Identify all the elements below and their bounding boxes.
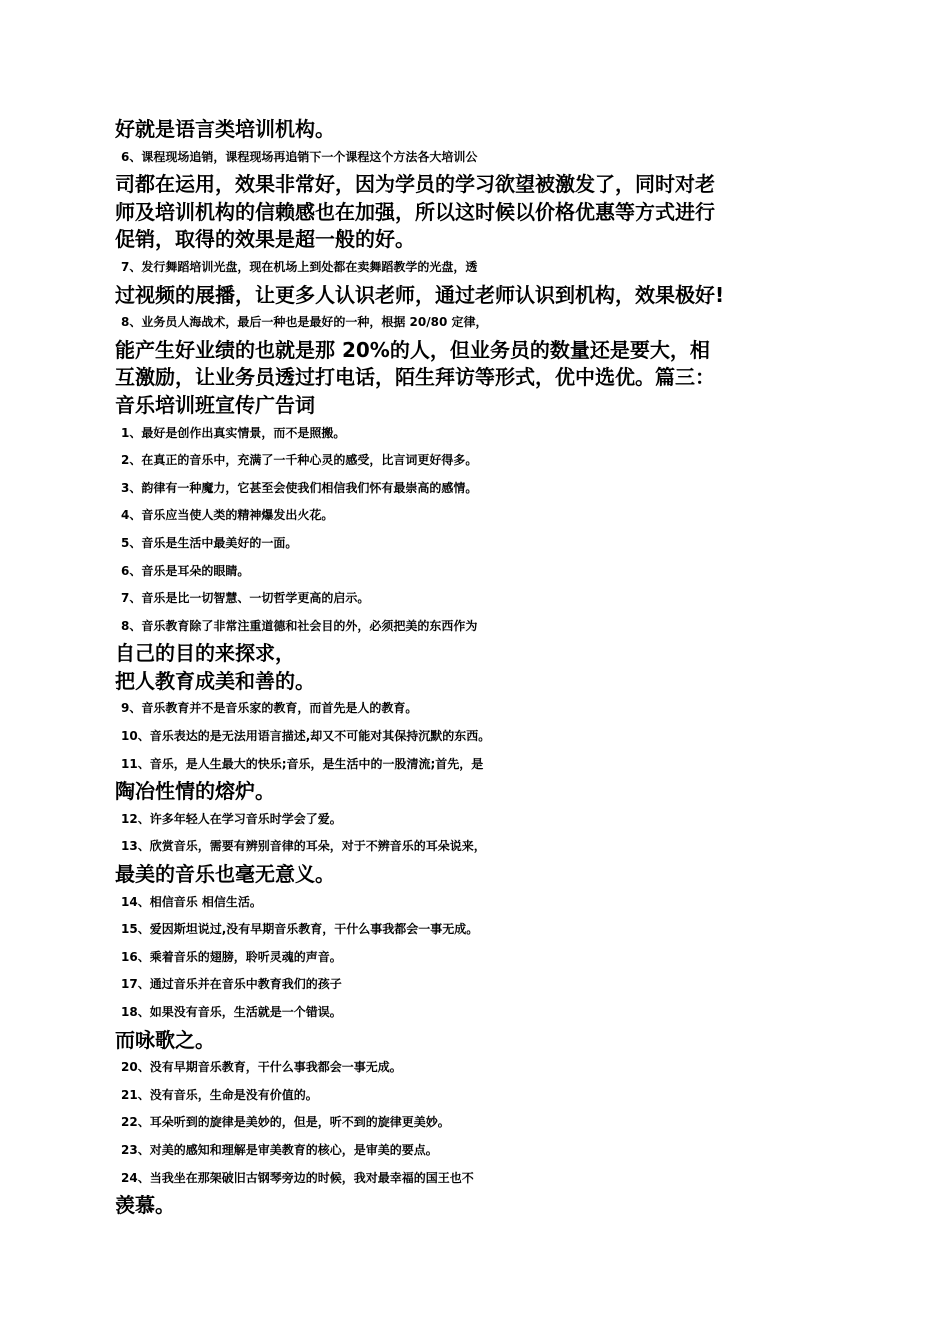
- text-line: 羡慕。: [115, 1193, 175, 1218]
- list-item: 6、音乐是耳朵的眼睛。: [121, 563, 250, 578]
- list-item: 23、对美的感知和理解是审美教育的核心，是审美的要点。: [121, 1142, 438, 1157]
- list-item: 5、音乐是生活中最美好的一面。: [121, 535, 298, 550]
- list-item: 16、乘着音乐的翅膀，聆听灵魂的声音。: [121, 949, 342, 964]
- text-line: 陶冶性情的熔炉。: [115, 779, 275, 804]
- list-item: 11、音乐，是人生最大的快乐;音乐，是生活中的一股清流;首先，是: [121, 756, 484, 771]
- list-item: 21、没有音乐，生命是没有价值的。: [121, 1087, 318, 1102]
- section-heading: 音乐培训班宣传广告词: [115, 392, 315, 417]
- list-item: 20、没有早期音乐教育，干什么事我都会一事无成。: [121, 1060, 402, 1075]
- list-item: 7、音乐是比一切智慧、一切哲学更高的启示。: [121, 591, 370, 606]
- list-item: 14、相信音乐 相信生活。: [121, 894, 262, 909]
- text-line: 能产生好业绩的也就是那 20%的人，但业务员的数量还是要大，相: [115, 337, 710, 362]
- list-item: 8、音乐教育除了非常注重道德和社会目的外，必须把美的东西作为: [121, 618, 478, 633]
- list-item: 1、最好是创作出真实情景，而不是照搬。: [121, 425, 346, 440]
- list-item: 3、韵律有一种魔力，它甚至会使我们相信我们怀有最崇高的感情。: [121, 480, 478, 495]
- text-line: 司都在运用，效果非常好，因为学员的学习欲望被激发了，同时对老: [115, 172, 715, 197]
- text-line: 师及培训机构的信赖感也在加强，所以这时候以价格优惠等方式进行: [115, 199, 715, 224]
- text-line: 8、业务员人海战术，最后一种也是最好的一种，根据 20/80 定律，: [121, 315, 488, 330]
- list-item: 18、如果没有音乐，生活就是一个错误。: [121, 1005, 342, 1019]
- document-body: [115, 116, 845, 1220]
- list-item: 9、音乐教育并不是音乐家的教育，而首先是人的教育。: [121, 701, 418, 716]
- text-line: 过视频的展播，让更多人认识老师，通过老师认识到机构，效果极好!: [115, 282, 725, 307]
- text-line: 互激励，让业务员透过打电话，陌生拜访等形式，优中选优。篇三：: [115, 365, 715, 390]
- list-item: 10、音乐表达的是无法用语言描述,却又不可能对其保持沉默的东西。: [121, 729, 491, 744]
- list-item: 17、通过音乐并在音乐中教育我们的孩子: [121, 977, 342, 992]
- list-item: 24、当我坐在那架破旧古钢琴旁边的时候，我对最幸福的国王也不: [121, 1170, 474, 1185]
- list-item: 22、耳朵听到的旋律是美妙的，但是，听不到的旋律更美妙。: [121, 1115, 450, 1130]
- list-item: 12、许多年轻人在学习音乐时学会了爱。: [121, 811, 342, 826]
- text-line: 最美的音乐也毫无意义。: [115, 862, 335, 887]
- list-item: 15、爱因斯坦说过,没有早期音乐教育，干什么事我都会一事无成。: [121, 922, 479, 937]
- list-item: 2、在真正的音乐中，充满了一千种心灵的感受，比言词更好得多。: [121, 453, 478, 468]
- list-item: 13、欣赏音乐，需要有辨别音律的耳朵，对于不辨音乐的耳朵说来，: [121, 839, 486, 854]
- text-line: 6、课程现场追销，课程现场再追销下一个课程这个方法各大培训公: [121, 149, 478, 164]
- text-line: 好就是语言类培训机构。: [115, 117, 335, 141]
- text-line: 7、发行舞蹈培训光盘，现在机场上到处都在卖舞蹈教学的光盘，透: [121, 259, 478, 274]
- list-item: 4、音乐应当使人类的精神爆发出火花。: [121, 508, 334, 523]
- text-line: 促销，取得的效果是超一般的好。: [115, 227, 415, 252]
- text-line: 把人教育成美和善的。: [115, 668, 315, 693]
- text-line: 自己的目的来探求，: [115, 641, 295, 666]
- text-line: 而咏歌之。: [115, 1027, 215, 1052]
